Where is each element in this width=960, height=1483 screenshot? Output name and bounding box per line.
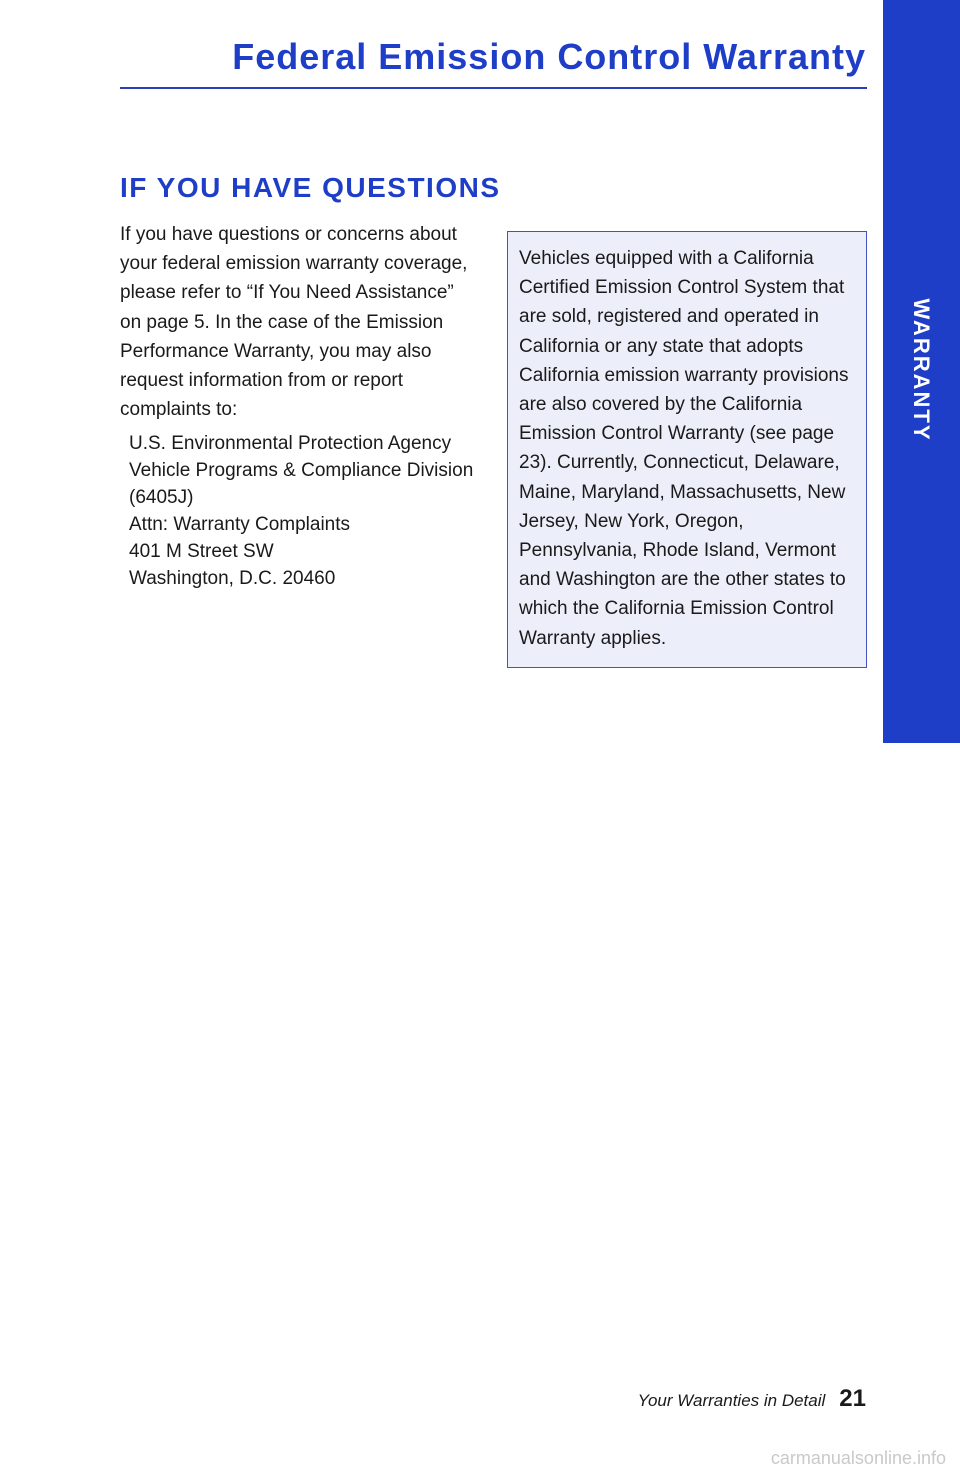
address-line: Attn: Warranty Complaints (129, 514, 351, 535)
intro-paragraph: If you have questions or concerns about your federal emission warranty coverage, please refer to “If You Need Assistance” on page 5. In the case of the Emission Performance Warranty, you may also request information from or report complaints to: (120, 224, 468, 421)
section-heading: IF YOU HAVE QUESTIONS (120, 172, 501, 203)
page-footer (638, 1385, 866, 1413)
page-number: 21 (839, 1385, 866, 1412)
epa-address-block (129, 430, 479, 592)
address-line: Vehicle Programs & Compliance Division (129, 460, 474, 481)
page-title: Federal Emission Control Warranty (232, 36, 866, 77)
section-side-tab (883, 0, 960, 743)
title-divider (120, 87, 867, 89)
address-line: (6405J) (129, 487, 194, 508)
address-line: Washington, D.C. 20460 (129, 568, 336, 589)
address-line: 401 M Street SW (129, 541, 274, 562)
california-warranty-callout: Vehicles equipped with a California Certified Emission Control System that are sold, registered and operated in California or any state that adopts California emission warranty provisions are also covered by the California Emission Control Warranty (see page 23). Currently, Connecticut, Delaware, Maine, Maryland, Massachusetts, New Jersey, New York, Oregon, Pennsylvania, Rhode Island, Vermont and Washington are the other states to which the California Emission Control Warranty applies. (507, 231, 867, 668)
footer-section-name: Your Warranties in Detail (637, 1391, 826, 1410)
address-line: U.S. Environmental Protection Agency (129, 433, 452, 454)
watermark: carmanualsonline.info (770, 1448, 946, 1468)
side-tab-label: WARRANTY (909, 298, 934, 442)
